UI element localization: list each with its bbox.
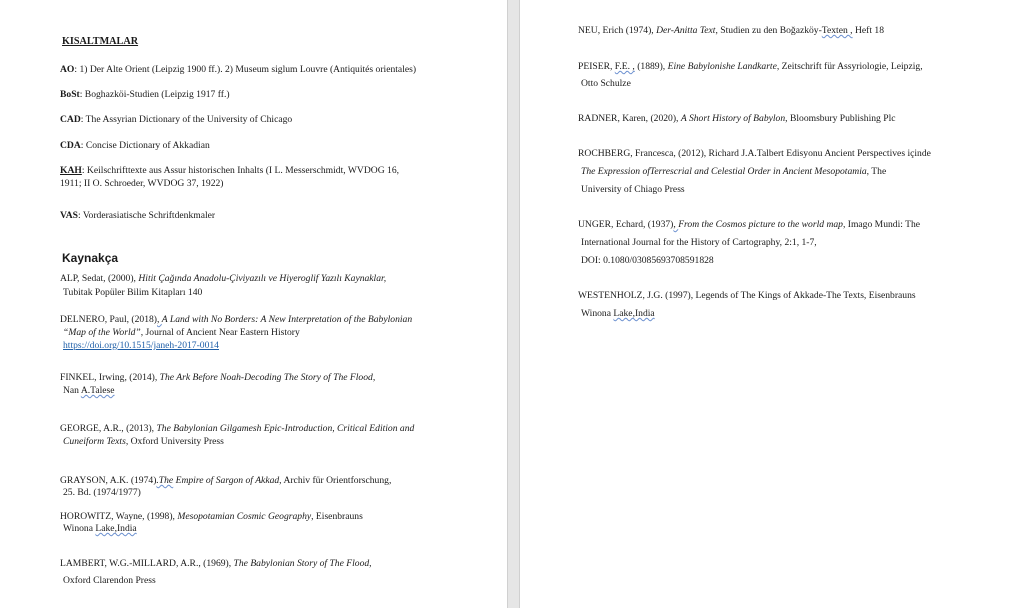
ref-lambert-line2: Oxford Clarendon Press — [63, 575, 156, 586]
ref-alp: ALP, Sedat, (2000), Hitit Çağında Anadolu-Çiviyazılı ve Hiyeroglif Yazılı Kaynaklar, — [60, 273, 387, 284]
ref-george: GEORGE, A.R., (2013), The Babylonian Gilgamesh Epic-Introduction, Critical Edition and — [60, 423, 415, 434]
abbr-bost: BoSt: Boghazköi-Studien (Leipzig 1917 ff.) — [60, 89, 230, 100]
ref-unger-line2: International Journal for the History of Cartography, 2:1, 1-7, — [581, 237, 817, 248]
abbr-kah: KAH: Keilschrifttexte aus Assur historischen Inhalts (I L. Messerschmidt, WVDOG 16, — [60, 165, 400, 176]
ref-delnero: DELNERO, Paul, (2018), A Land with No Borders: A New Interpretation of the Babylonian — [60, 314, 413, 325]
ref-delnero-link[interactable]: https://doi.org/10.1515/janeh-2017-0014 — [63, 340, 219, 351]
ref-delnero-line2: “Map of the World”, Journal of Ancient Near Eastern History — [63, 327, 300, 338]
ref-rochberg-line2: The Expression ofTerrescrial and Celestial Order in Ancient Mesopotamia, The — [581, 166, 887, 177]
page-left-edge — [507, 0, 508, 608]
document-page-right — [520, 0, 1024, 608]
ref-rochberg: ROCHBERG, Francesca, (2012), Richard J.A.Talbert Edisyonu Ancient Perspectives içinde — [578, 148, 931, 159]
ref-lambert: LAMBERT, W.G.-MILLARD, A.R., (1969), The Babylonian Story of The Flood, — [60, 558, 372, 569]
ref-unger: UNGER, Echard, (1937), From the Cosmos picture to the world map, Imago Mundi: The — [578, 219, 921, 230]
ref-neu: NEU, Erich (1974), Der-Anitta Text, Studien zu den Boğazköy-Texten , Heft 18 — [578, 25, 884, 36]
ref-peiser-line2: Otto Schulze — [581, 78, 631, 89]
document-page-left — [0, 0, 507, 608]
ref-finkel: FINKEL, Irwing, (2014), The Ark Before Noah-Decoding The Story of The Flood, — [60, 372, 376, 383]
ref-horowitz: HOROWITZ, Wayne, (1998), Mesopotamian Cosmic Geography, Eisenbrauns — [60, 511, 363, 522]
ref-grayson: GRAYSON, A.K. (1974).The Empire of Sargon of Akkad, Archiv für Orientforschung, — [60, 475, 392, 486]
ref-radner: RADNER, Karen, (2020), A Short History of Babylon, Bloomsbury Publishing Plc — [578, 113, 896, 124]
abbr-kah-line2: 1911; II O. Schroeder, WVDOG 37, 1922) — [60, 178, 224, 189]
ref-westenholz: WESTENHOLZ, J.G. (1997), Legends of The Kings of Akkade-The Texts, Eisenbrauns — [578, 290, 916, 301]
ref-rochberg-line3: University of Chiago Press — [581, 184, 685, 195]
ref-alp-line2: Tubitak Popüler Bilim Kitapları 140 — [63, 287, 203, 298]
abbreviations-heading: KISALTMALAR — [62, 36, 139, 47]
ref-westenholz-line2: Winona Lake,India — [581, 308, 655, 319]
abbr-ao: AO: 1) Der Alte Orient (Leipzig 1900 ff.). 2) Museum siglum Louvre (Antiquités orientales) — [60, 64, 417, 75]
sources-heading: Kaynakça — [62, 251, 119, 265]
ref-grayson-line2: 25. Bd. (1974/1977) — [63, 487, 141, 498]
abbr-cad: CAD: The Assyrian Dictionary of the University of Chicago — [60, 114, 293, 125]
ref-finkel-line2: Nan A.Talese — [63, 385, 115, 396]
ref-horowitz-line2: Winona Lake,India — [63, 523, 137, 534]
abbr-vas: VAS: Vorderasiatische Schriftdenkmaler — [60, 210, 216, 221]
ref-george-line2: Cuneiform Texts, Oxford University Press — [63, 436, 224, 447]
abbr-cda: CDA: Concise Dictionary of Akkadian — [60, 140, 210, 151]
ref-unger-line3: DOI: 0.1080/03085693708591828 — [581, 255, 714, 266]
ref-peiser: PEISER, F.E. , (1889), Eine Babylonishe Landkarte, Zeitschrift für Assyriologie, Leipzig, — [578, 61, 923, 72]
